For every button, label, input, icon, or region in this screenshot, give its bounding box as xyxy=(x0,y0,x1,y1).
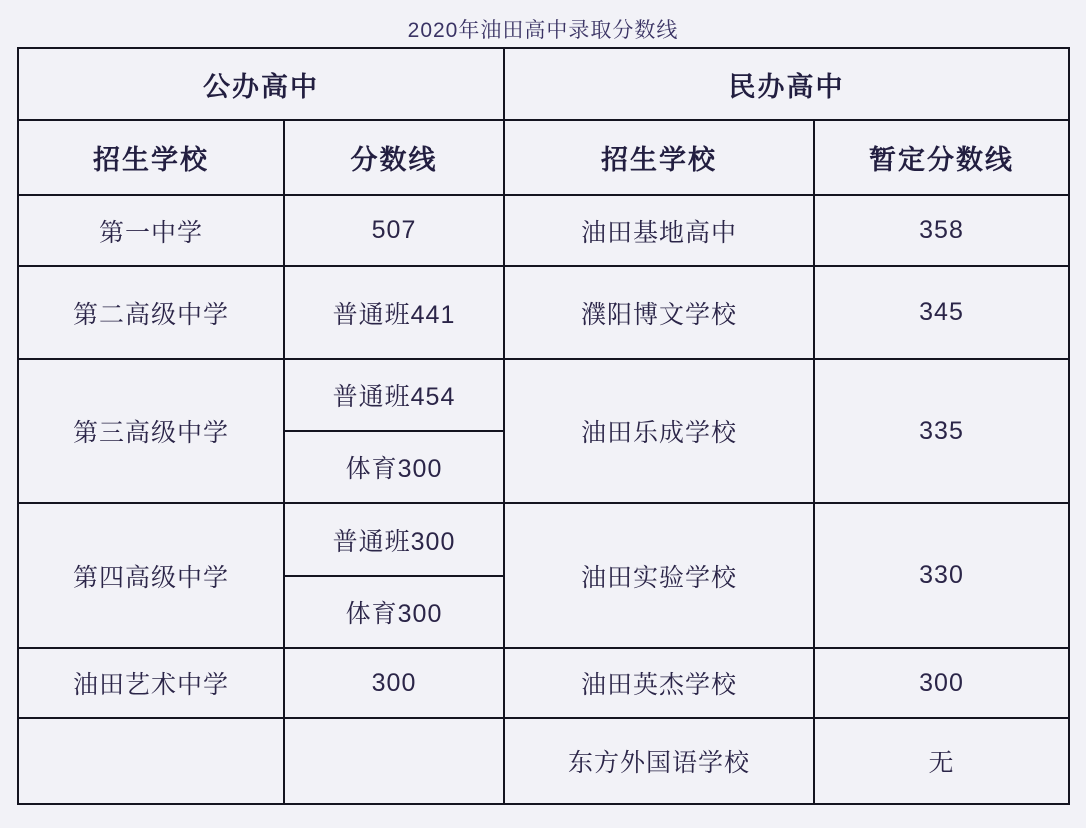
cell-private-school: 油田英杰学校 xyxy=(504,648,814,718)
cell-private-school: 濮阳博文学校 xyxy=(504,266,814,359)
admission-score-table xyxy=(17,47,1070,805)
cell-public-score-sports: 体育300 xyxy=(284,576,504,648)
cell-public-score-regular: 普通班300 xyxy=(284,503,504,576)
cell-public-school: 第四高级中学 xyxy=(18,503,284,648)
table-row xyxy=(18,195,1069,266)
group-header-private: 民办高中 xyxy=(504,48,1069,120)
cell-public-score: 507 xyxy=(284,195,504,266)
col-header-private-score: 暂定分数线 xyxy=(814,120,1069,195)
table-row xyxy=(18,718,1069,804)
cell-private-school: 东方外国语学校 xyxy=(504,718,814,804)
cell-public-score: 普通班441 xyxy=(284,266,504,359)
cell-public-school-empty xyxy=(18,718,284,804)
table-row xyxy=(18,503,1069,576)
group-header-public: 公办高中 xyxy=(18,48,504,120)
cell-private-score: 345 xyxy=(814,266,1069,359)
cell-private-score: 358 xyxy=(814,195,1069,266)
col-header-private-school: 招生学校 xyxy=(504,120,814,195)
cell-public-score-sports: 体育300 xyxy=(284,431,504,503)
cell-private-school: 油田实验学校 xyxy=(504,503,814,648)
cell-public-score-regular: 普通班454 xyxy=(284,359,504,431)
cell-private-score: 300 xyxy=(814,648,1069,718)
cell-private-school: 油田乐成学校 xyxy=(504,359,814,503)
cell-private-score: 330 xyxy=(814,503,1069,648)
cell-public-score-empty xyxy=(284,718,504,804)
group-header-row xyxy=(18,48,1069,120)
cell-private-score: 335 xyxy=(814,359,1069,503)
col-header-public-score: 分数线 xyxy=(284,120,504,195)
cell-public-school: 第二高级中学 xyxy=(18,266,284,359)
cell-private-score: 无 xyxy=(814,718,1069,804)
table-row xyxy=(18,359,1069,431)
cell-public-school: 第一中学 xyxy=(18,195,284,266)
cell-public-school: 油田艺术中学 xyxy=(18,648,284,718)
page-title: 2020年油田高中录取分数线 xyxy=(407,19,679,42)
table-row xyxy=(18,266,1069,359)
cell-private-school: 油田基地高中 xyxy=(504,195,814,266)
column-header-row xyxy=(18,120,1069,195)
cell-public-score: 300 xyxy=(284,648,504,718)
table-row xyxy=(18,648,1069,718)
col-header-public-school: 招生学校 xyxy=(18,120,284,195)
cell-public-school: 第三高级中学 xyxy=(18,359,284,503)
